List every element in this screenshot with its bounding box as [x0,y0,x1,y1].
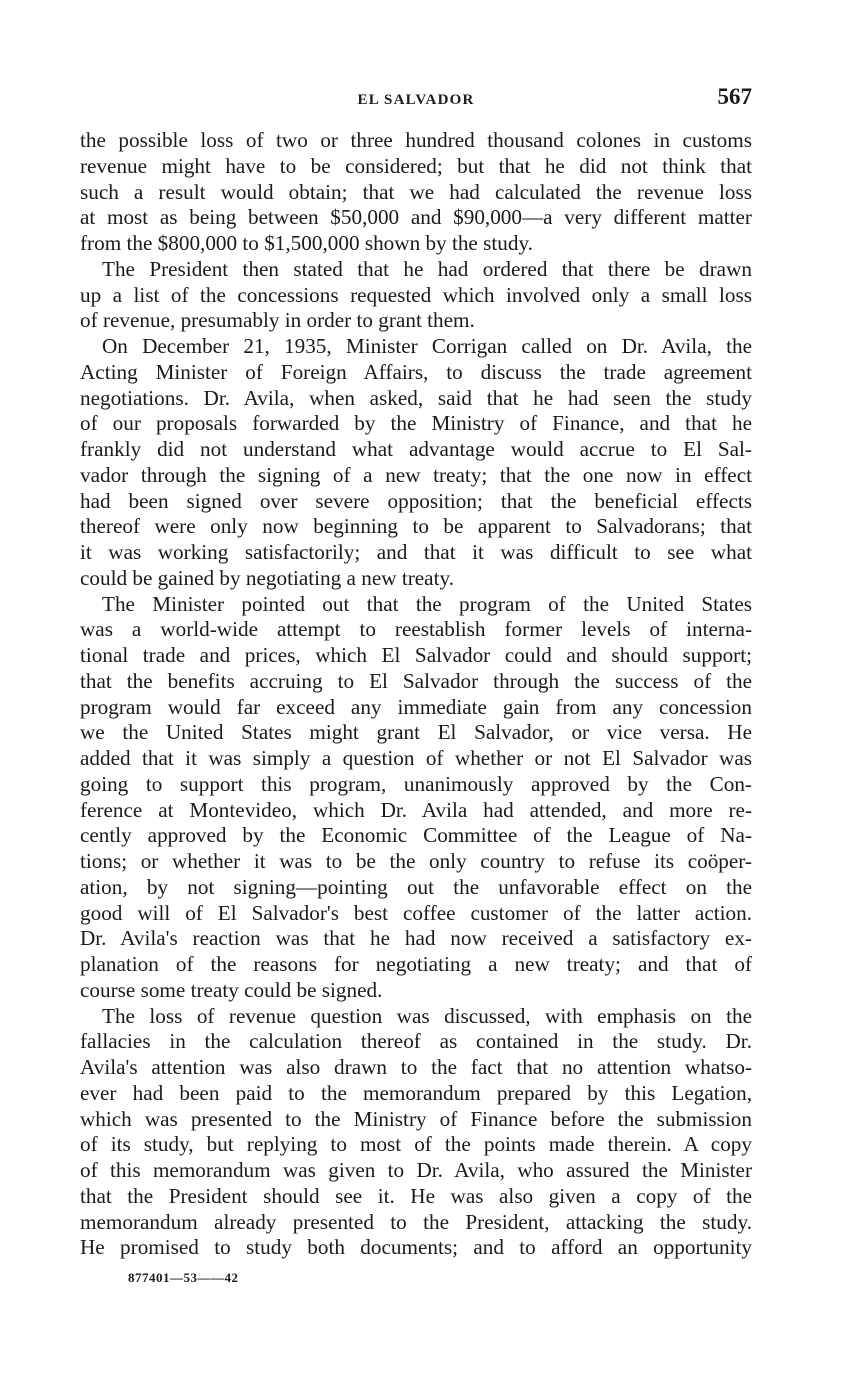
running-header [80,84,752,116]
text-line: good will of El Salvador's best coffee customer of the latter action. [80,900,752,925]
text-line: ever had been paid to the memorandum prepared by this Legation, [80,1080,752,1105]
text-line: from the $800,000 to $1,500,000 shown by the study. [80,231,533,255]
paragraph-4 [80,592,752,1004]
text-line: could be gained by negotiating a new treaty. [80,565,454,590]
running-title: EL SALVADOR [357,92,475,108]
paragraph-1 [80,128,752,257]
page-number: 567 [717,84,752,109]
text-line: thereof were only now beginning to be apparent to Salvadorans; that [80,514,752,539]
text-line: Acting Minister of Foreign Affairs, to discuss the trade agreement [80,359,752,384]
text-line: which was presented to the Ministry of Finance before the submission [80,1106,752,1131]
text-line: that the President should see it. He was also given a copy of the [80,1183,752,1208]
text-line: He promised to study both documents; and to afford an opportunity [80,1235,752,1260]
text-line: tions; or whether it was to be the only country to refuse its coöper- [80,849,752,873]
text-line: such a result would obtain; that we had calculated the revenue loss [80,179,752,204]
text-line: of revenue, presumably in order to grant them. [80,308,475,333]
text-line: The loss of revenue question was discussed, with emphasis on the [102,1003,752,1028]
text-line: was a world-wide attempt to reestablish former levels of interna- [80,617,752,642]
paragraph-2 [80,257,752,334]
text-line: going to support this program, unanimously approved by the Con- [80,771,752,796]
text-line: added that it was simply a question of whether or not El Salvador was [80,746,752,770]
text-line: The Minister pointed out that the program of the United States [102,591,752,616]
text-line: up a list of the concessions requested which involved only a small loss [80,282,752,307]
text-line: frankly did not understand what advantage would accrue to El Sal- [80,437,752,461]
paragraph-5 [80,1004,752,1262]
text-line: program would far exceed any immediate gain from any concession [80,694,752,719]
text-line: course some treaty could be signed. [80,977,383,1002]
text-line: of its study, but replying to most of the points made therein. A copy [80,1132,752,1157]
text-line: the possible loss of two or three hundred thousand colones in customs [80,128,752,152]
text-line: it was working satisfactorily; and that it was difficult to see what [80,540,752,564]
text-line: had been signed over severe opposition; that the beneficial effects [80,488,752,513]
text-line: On December 21, 1935, Minister Corrigan called on Dr. Avila, the [102,334,752,358]
text-line: at most as being between $50,000 and $90,000—a very different matter [80,205,752,230]
text-line: cently approved by the Economic Committee of the League of Na- [80,823,752,848]
text-line: that the benefits accruing to El Salvador through the success of the [80,668,752,693]
text-line: Dr. Avila's reaction was that he had now received a satisfactory ex- [80,926,752,951]
text-line: tional trade and prices, which El Salvador could and should support; [80,643,752,667]
text-line: negotiations. Dr. Avila, when asked, said that he had seen the study [80,385,752,410]
text-line: of this memorandum was given to Dr. Avila, who assured the Minister [80,1158,752,1182]
text-line: ation, by not signing—pointing out the unfavorable effect on the [80,874,752,899]
text-line: revenue might have to be considered; but that he did not think that [80,153,752,178]
text-line: ference at Montevideo, which Dr. Avila had attended, and more re- [80,797,752,822]
body-text [80,128,752,1261]
paragraph-3 [80,334,752,592]
text-line: The President then stated that he had ordered that there be drawn [102,256,752,281]
text-line: we the United States might grant El Salvador, or vice versa. He [80,720,752,745]
text-line: vador through the signing of a new treaty; that the one now in effect [80,462,752,487]
text-line: fallacies in the calculation thereof as contained in the study. Dr. [80,1029,752,1054]
text-line: of our proposals forwarded by the Ministry of Finance, and that he [80,411,752,436]
text-line: planation of the reasons for negotiating a new treaty; and that of [80,952,752,976]
text-line: memorandum already presented to the President, attacking the study. [80,1209,752,1234]
print-signature: 877401—53——42 [128,1270,239,1285]
text-line: Avila's attention was also drawn to the fact that no attention whatso- [80,1055,752,1079]
